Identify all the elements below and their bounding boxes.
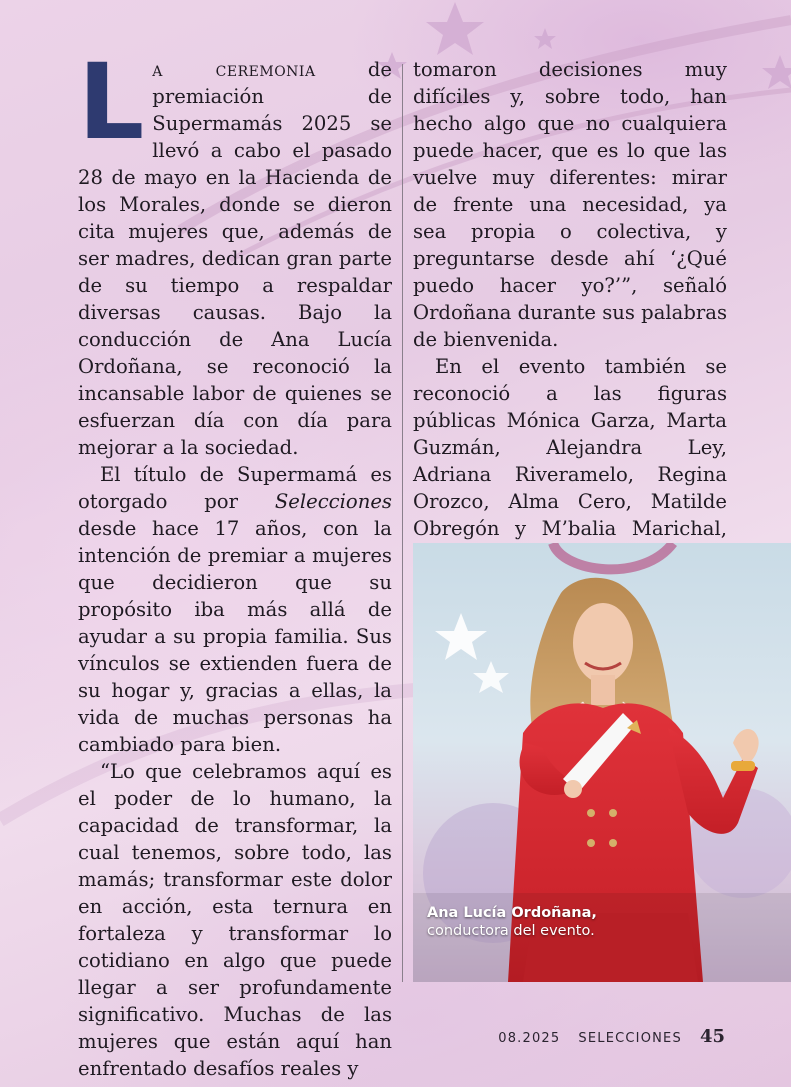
drop-cap: L [78,41,145,163]
article-column-left [78,41,392,1082]
paragraph-quote-continued: tomaron decisiones muy difíciles y, sobre todo, han hecho algo que no cualquiera puede hacer, que es lo que las vuelve muy diferentes: mirar de frente una necesidad, ya sea propia o colectiva, y preguntarse desde ahí ‘¿Qué puedo hacer yo?’”, señaló Ordoñana durante sus palabras de bienvenida. [413,58,727,351]
caption-role: conductora del evento. [427,923,595,939]
caption-name: Ana Lucía Ordoñana, [427,905,597,921]
backdrop-star-left [435,613,487,660]
lead-in: a ceremonia [152,58,316,81]
host-photo [413,543,791,982]
page-footer [498,1026,725,1047]
paragraph-quote: “Lo que celebramos aquí es el poder de lo humano, la capacidad de transformar, la cual tenemos, sobre todo, las mamás; transformar este dolor en acción, esta ternura en fortaleza y transformar lo cotidiano en algo que puede llegar a ser profundamente significativo. Muchas de las mujeres que están aquí han enfrentado desafíos reales y [78,760,392,1080]
article-column-right [413,56,727,569]
paragraph-title-origin: El título de Supermamá es otorgado por Selecciones desde hace 17 años, con la intención de premiar a mujeres que decidieron que su propósito iba más allá de ayudar a su propia familia. Sus vínculos se extienden fuera de su hogar y, gracias a ellas, la vida de muchas personas ha cambiado para bien. [78,463,392,756]
paragraph-honorees: En el evento también se reconoció a las figuras públicas Mónica Garza, Marta Guzmán, Alejandra Ley, Adriana Riveramelo, Regina Orozco, Alma Cero, Matilde Obregón y M’balia Marichal, [413,355,727,540]
backdrop-star-right [473,661,509,693]
paragraph-intro-text: de premiación de Supermamás 2025 se llevó a cabo el pasado 28 de mayo en la Hacienda de los Morales, donde se dieron cita mujeres que, además de ser madres, dedican gran parte de su tiempo a respaldar diversas causas. Bajo la conducción de Ana Lucía Ordoñana, se reconoció la incansable labor de quienes se esfuerzan día con día para mejorar a la sociedad. [78,58,392,459]
issue-date: 08.2025 [498,1031,561,1046]
column-divider [402,64,403,982]
magazine-name: SELECCIONES [578,1031,682,1046]
page-number: 45 [699,1026,725,1047]
paragraph-intro [78,41,392,461]
magazine-name-italic: Selecciones [274,490,392,513]
photo-caption [427,904,597,940]
